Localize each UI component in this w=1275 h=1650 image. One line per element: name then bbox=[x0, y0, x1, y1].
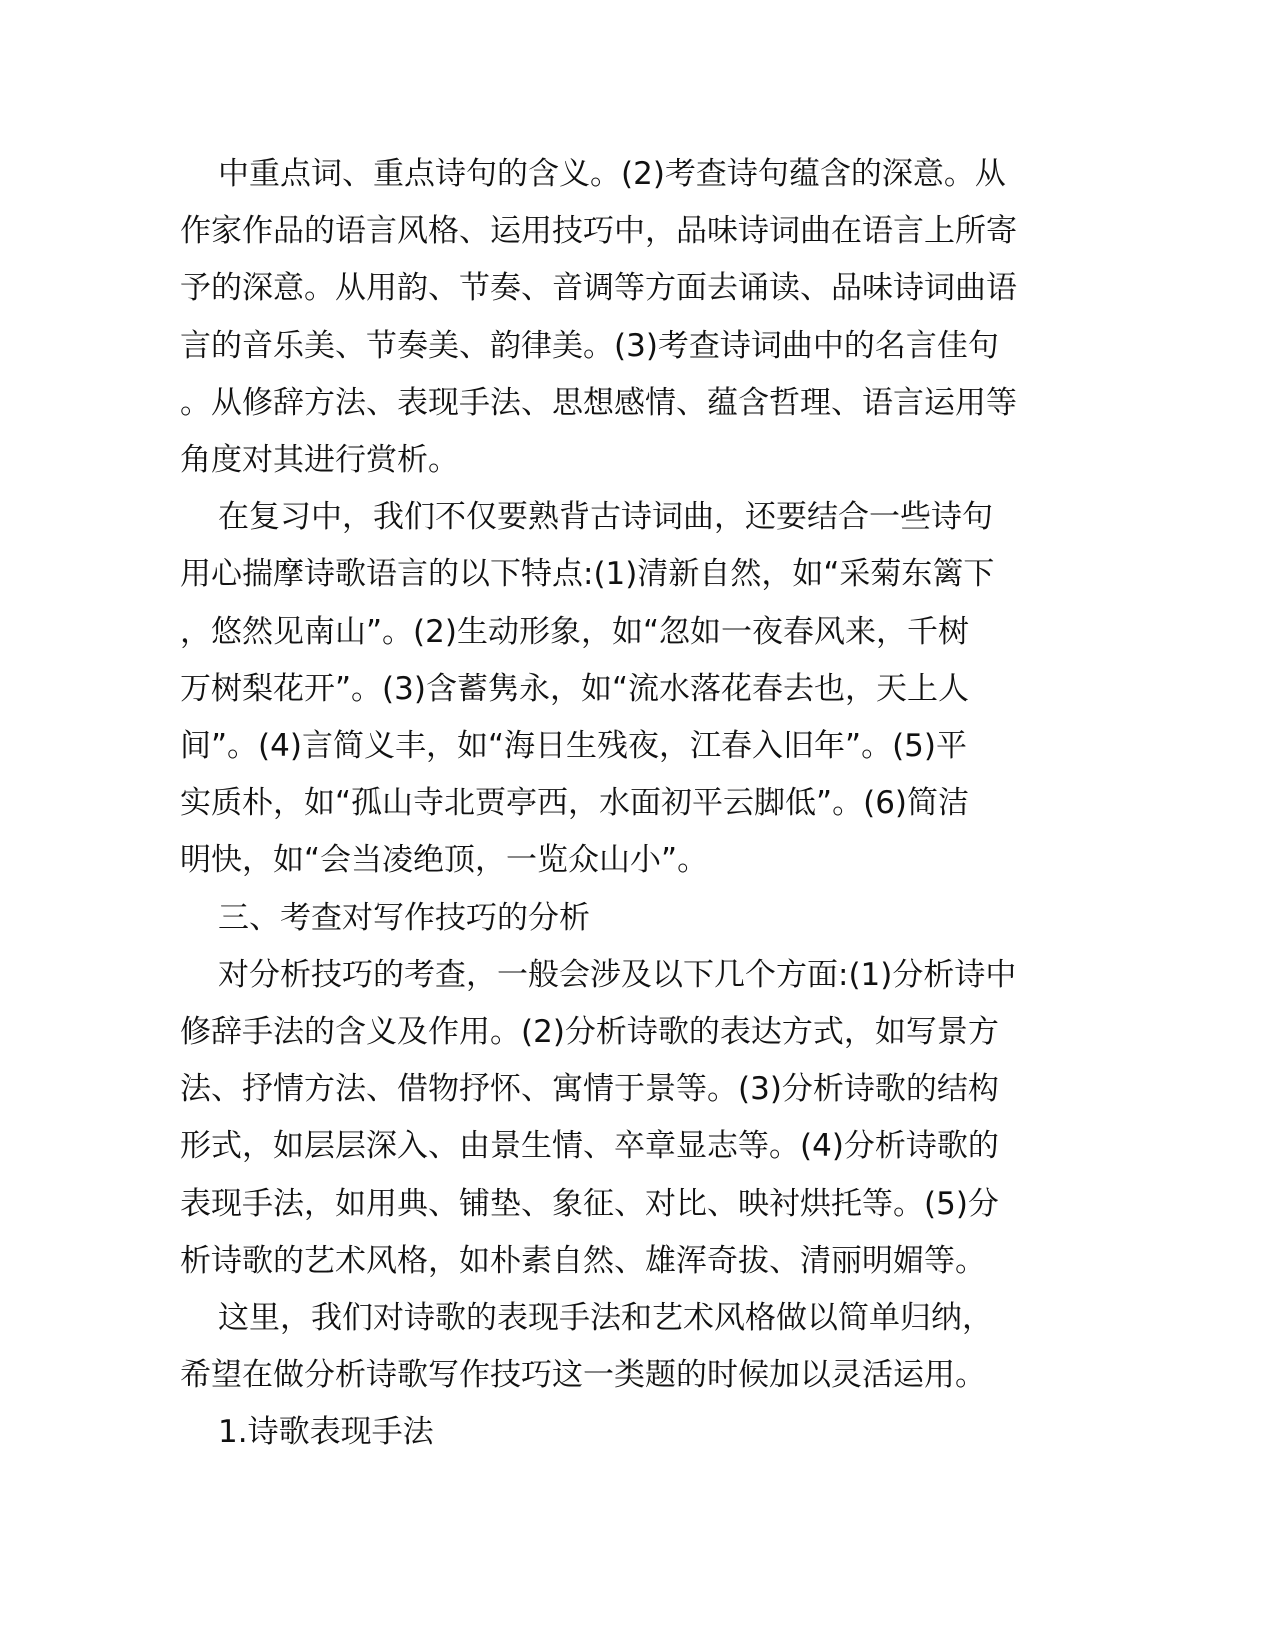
text-line: 对分析技巧的考查，一般会涉及以下几个方面:(1)分析诗中 bbox=[218, 956, 1017, 993]
text-line: 希望在做分析诗歌写作技巧这一类题的时候加以灵活运用。 bbox=[180, 1357, 986, 1394]
document-page bbox=[180, 146, 1100, 1606]
text-line: ，悠然见南山”。(2)生动形象，如“忽如一夜春风来，千树 bbox=[180, 613, 970, 650]
text-line: 予的深意。从用韵、节奏、音调等方面去诵读、品味诗词曲语 bbox=[180, 270, 1017, 307]
section-heading: 三、考查对写作技巧的分析 bbox=[218, 899, 590, 936]
text-line: 表现手法，如用典、铺垫、象征、对比、映衬烘托等。(5)分 bbox=[180, 1185, 999, 1222]
text-line: 这里，我们对诗歌的表现手法和艺术风格做以简单归纳， bbox=[218, 1300, 993, 1337]
text-line: 作家作品的语言风格、运用技巧中，品味诗词曲在语言上所寄 bbox=[180, 213, 1017, 250]
text-line: 明快，如“会当凌绝顶，一览众山小”。 bbox=[180, 842, 709, 879]
text-line: 形式，如层层深入、由景生情、卒章显志等。(4)分析诗歌的 bbox=[180, 1128, 999, 1165]
text-line: 法、抒情方法、借物抒怀、寓情于景等。(3)分析诗歌的结构 bbox=[180, 1071, 999, 1108]
text-line: 角度对其进行赏析。 bbox=[180, 442, 459, 479]
text-line: 用心揣摩诗歌语言的以下特点:(1)清新自然，如“采菊东篱下 bbox=[180, 556, 995, 593]
text-line: 。从修辞方法、表现手法、思想感情、蕴含哲理、语言运用等 bbox=[180, 384, 1017, 421]
text-line: 万树梨花开”。(3)含蓄隽永，如“流水落花春去也，天上人 bbox=[180, 670, 970, 707]
text-line: 间”。(4)言简义丰，如“海日生残夜，江春入旧年”。(5)平 bbox=[180, 728, 968, 765]
text-line: 在复习中，我们不仅要熟背古诗词曲，还要结合一些诗句 bbox=[218, 499, 993, 536]
subsection-heading: 1.诗歌表现手法 bbox=[218, 1414, 434, 1451]
text-line: 中重点词、重点诗句的含义。(2)考查诗句蕴含的深意。从 bbox=[218, 156, 1006, 192]
text-line: 析诗歌的艺术风格，如朴素自然、雄浑奇拔、清丽明媚等。 bbox=[180, 1242, 986, 1279]
text-line: 修辞手法的含义及作用。(2)分析诗歌的表达方式，如写景方 bbox=[180, 1014, 999, 1051]
text-line: 实质朴，如“孤山寺北贾亭西，水面初平云脚低”。(6)简洁 bbox=[180, 785, 970, 822]
text-line: 言的音乐美、节奏美、韵律美。(3)考查诗词曲中的名言佳句 bbox=[180, 327, 999, 364]
